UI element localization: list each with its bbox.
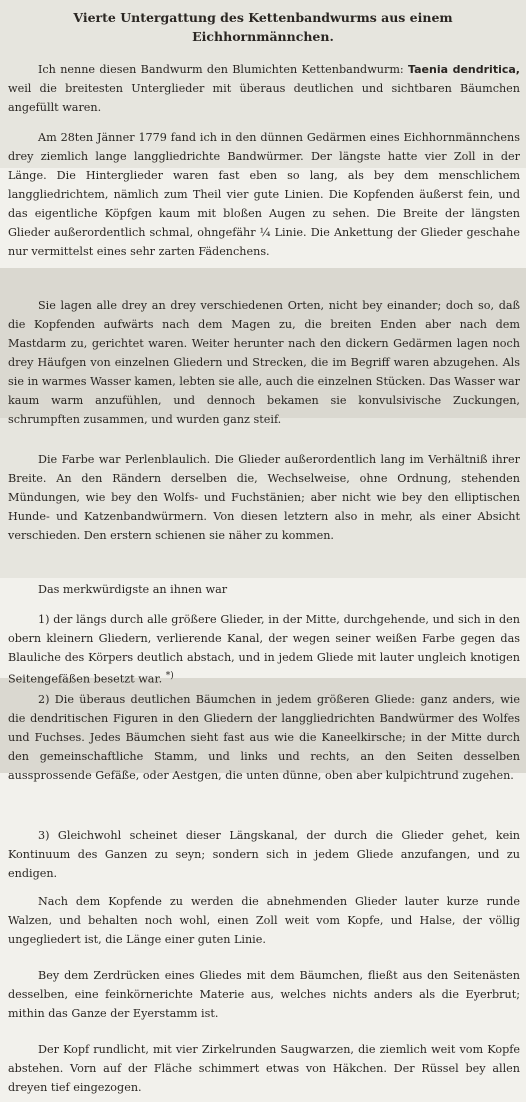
paragraph-11: Der Kopf rundlicht, mit vier Zirkelrunden Saugwarzen, die ziemlich weit vom Kopfe abstehen. Vorn auf der Fläche schimmert etwas von Häkchen. Der Rüssel bey allen dreyen tief eingezogen. <box>8 1043 520 1094</box>
paragraph-4: Die Farbe war Perlenblaulich. Die Glieder außerordentlich lang im Verhältniß ihrer Breite. An den Rändern derselben die, Wechselweise, ohne Ordnung, stehenden Mündungen, wie bey den Wolfs- und Fuchstänien; aber nicht wie bey den elliptischen Hunde- und Katzenbandwürmern. Von diesen letztern also in mehr, als einer Absicht verschieden. Den erstern schienen sie näher zu kommen. <box>8 453 520 542</box>
paragraph-3: Sie lagen alle drey an drey verschiedenen Orten, nicht bey einander; doch so, daß die Kopfenden aufwärts nach dem Magen zu, die breiten Enden aber nach dem Mastdarm zu, gerichtet waren. Weiter herunter nach den dickern Gedärmen lagen noch drey Häufgen von einzelnen Gliedern und Strecken, die im Begriff waren abzugehen. Als sie in warmes Wasser kamen, lebten sie alle, auch die einzelnen Stücken. Das Wasser war kaum warm anzufühlen, und dennoch bekamen sie konvulsivische Zuckungen, schrumpften zusammen, und wurden ganz steif. <box>8 299 520 426</box>
paragraph-5: Das merkwürdigste an ihnen war <box>38 583 228 596</box>
intro-text-b: weil die breitesten Unterglieder mit überaus deutlichen und sichtbaren Bäumchen angefüllt waren. <box>8 82 520 114</box>
item-1-text: 1) der längs durch alle größere Glieder, in der Mitte, durchgehende, und sich in den obern kleinern Gliedern, verlierende Kanal, der wegen seiner weißen Farbe gegen das Blauliche des Körpers deutlich abstach, und in jedem Gliede mit lauter ungleich knotigen Seitengefäßen besetzt war. <box>8 613 520 686</box>
footnote-mark: *) <box>165 671 174 681</box>
paragraph-6 <box>8 610 520 689</box>
page-title: Vierte Untergattung des Kettenbandwurms aus einem Eichhornmännchen. <box>73 10 453 44</box>
paragraph-9: Nach dem Kopfende zu werden die abnehmenden Glieder lauter kurze runde Walzen, und behalten noch wohl, einen Zoll weit vom Kopfe, und Halse, der völlig ungegliedert ist, die Länge einer guten Linie. <box>8 895 520 946</box>
paragraph-intro <box>8 60 520 117</box>
latin-name: Taenia dendritica, <box>408 63 520 76</box>
paragraph-7: 2) Die überaus deutlichen Bäumchen in jedem größeren Gliede: ganz anders, wie die dendritischen Figuren in den Gliedern der langgliedrichten Bandwürmer des Wolfes und Fuchses. Jedes Bäumchen sieht fast aus wie die Kaneelkirsche; in der Mitte durch den gemeinschaftliche Stamm, und links und rechts, an den Seiten desselben aussprossende Gefäße, oder Aestgen, die unten dünne, oben aber kulpichtrund zugehen. <box>8 693 520 782</box>
paragraph-2: Am 28ten Jänner 1779 fand ich in den dünnen Gedärmen eines Eichhornmännchens drey ziemlich lange langgliedrichte Bandwürmer. Der längste hatte vier Zoll in der Länge. Die Hinterglieder waren fast eben so lang, als bey dem menschlichem langgliedrichtem, nämlich zum Theil vier gute Linien. Die Kopfenden äußerst fein, und das eigentliche Köpfgen kaum mit bloßen Augen zu sehen. Die Breite der längsten Glieder außerordentlich schmal, ohngefähr ¼ Linie. Die Ankettung der Glieder geschahe nur vermittelst eines sehr zarten Fädenchens. <box>8 131 520 258</box>
intro-text-a: Ich nenne diesen Bandwurm den Blumichten Kettenbandwurm: <box>38 63 404 76</box>
paragraph-8: 3) Gleichwohl scheinet dieser Längskanal, der durch die Glieder gehet, kein Kontinuum des Ganzen zu seyn; sondern sich in jedem Gliede anzufangen, und zu endigen. <box>8 829 520 880</box>
paragraph-10: Bey dem Zerdrücken eines Gliedes mit dem Bäumchen, fließt aus den Seitenästen desselben, eine feinkörnerichte Materie aus, welches nichts anders als die Eyerbrut; mithin das Ganze der Eyerstamm ist. <box>8 969 520 1020</box>
